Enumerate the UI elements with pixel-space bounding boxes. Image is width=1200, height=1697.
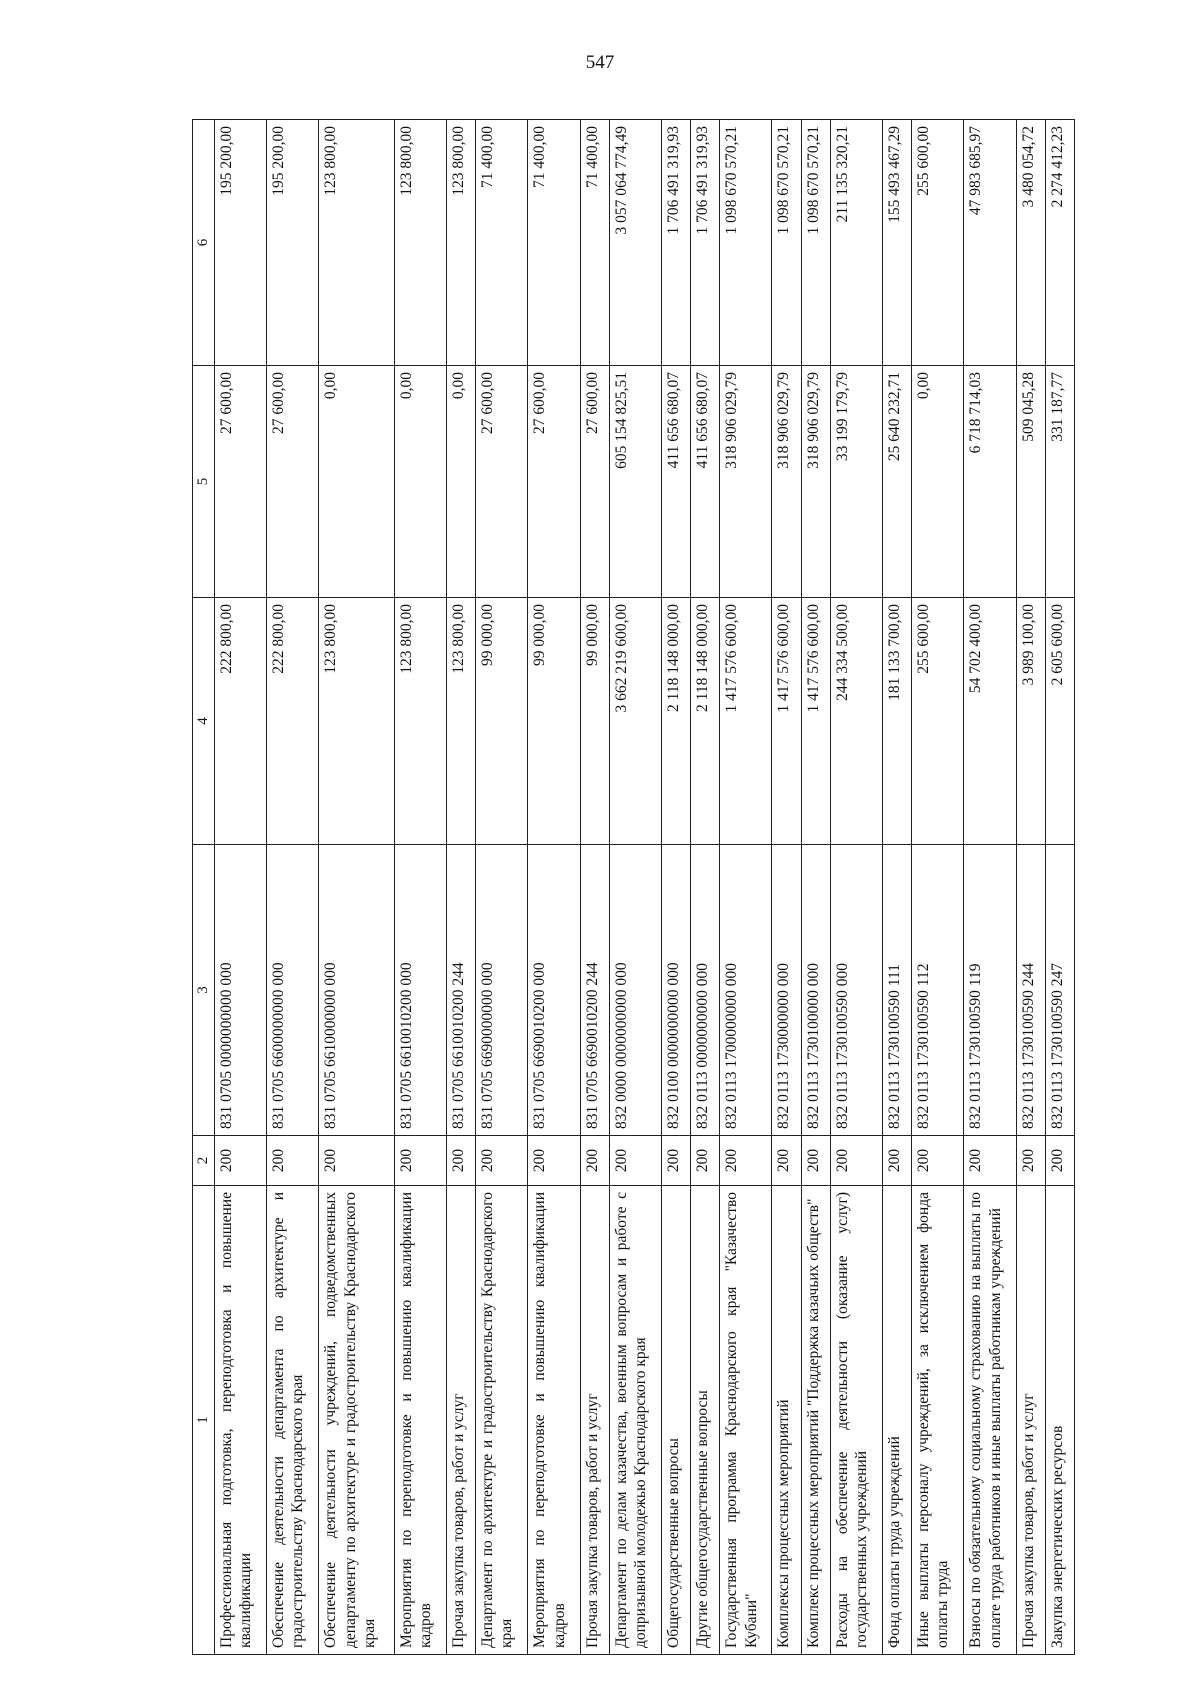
row-code: 831 0705 6610010200 244 — [446, 845, 475, 1136]
row-code: 832 0113 1730100590 000 — [830, 845, 882, 1136]
row-code: 831 0705 6690010200 000 — [528, 845, 580, 1136]
table-row — [912, 120, 964, 1655]
row-col2: 200 — [446, 1136, 475, 1186]
row-col2: 200 — [830, 1136, 882, 1186]
row-amount-6: 1 098 670 570,21 — [720, 120, 772, 366]
row-col2: 200 — [476, 1136, 528, 1186]
table-row — [214, 120, 266, 1655]
table-row — [691, 120, 720, 1655]
row-col2: 200 — [528, 1136, 580, 1186]
row-col2: 200 — [1045, 1136, 1074, 1186]
budget-table — [192, 119, 1075, 1655]
row-amount-4: 99 000,00 — [476, 598, 528, 845]
header-col-5: 5 — [193, 366, 215, 598]
row-amount-6: 1 098 670 570,21 — [801, 120, 830, 366]
row-amount-5: 0,00 — [319, 366, 394, 598]
row-amount-5: 27 600,00 — [476, 366, 528, 598]
row-amount-5: 0,00 — [394, 366, 446, 598]
row-code: 832 0000 0000000000 000 — [609, 845, 661, 1136]
row-code: 831 0705 6610010200 000 — [394, 845, 446, 1136]
row-amount-6: 71 400,00 — [476, 120, 528, 366]
row-amount-6: 3 480 054,72 — [1016, 120, 1045, 366]
table-row — [319, 120, 394, 1655]
row-name: Общегосударственные вопросы — [661, 1186, 690, 1655]
row-amount-5: 509 045,28 — [1016, 366, 1045, 598]
table-row — [1016, 120, 1045, 1655]
row-col2: 200 — [720, 1136, 772, 1186]
row-code: 832 0113 1700000000 000 — [720, 845, 772, 1136]
budget-table-container — [192, 120, 1075, 1655]
row-col2: 200 — [691, 1136, 720, 1186]
row-amount-4: 3 662 219 600,00 — [609, 598, 661, 845]
table-header — [193, 120, 215, 1655]
row-code: 831 0705 6690010200 244 — [580, 845, 609, 1136]
row-name: Расходы на обеспечение деятельности (оказание услуг) государственных учреждений — [830, 1186, 882, 1655]
row-code: 832 0113 1730100590 247 — [1045, 845, 1074, 1136]
header-col-2: 2 — [193, 1136, 215, 1186]
row-amount-5: 411 656 680,07 — [661, 366, 690, 598]
row-col2: 200 — [214, 1136, 266, 1186]
table-row — [830, 120, 882, 1655]
row-amount-4: 123 800,00 — [319, 598, 394, 845]
row-amount-6: 123 800,00 — [446, 120, 475, 366]
table-row — [446, 120, 475, 1655]
row-amount-6: 3 057 064 774,49 — [609, 120, 661, 366]
row-amount-6: 71 400,00 — [528, 120, 580, 366]
header-row — [193, 120, 215, 1655]
row-amount-4: 1 417 576 600,00 — [772, 598, 801, 845]
row-name: Обеспечение деятельности учреждений, подведомственных департаменту по архитектуре и градостроительству Краснодарского края — [319, 1186, 394, 1655]
row-amount-6: 195 200,00 — [214, 120, 266, 366]
table-row — [267, 120, 319, 1655]
row-amount-5: 25 640 232,71 — [882, 366, 911, 598]
row-name: Закупка энергетических ресурсов — [1045, 1186, 1074, 1655]
row-amount-4: 54 702 400,00 — [964, 598, 1016, 845]
row-amount-6: 71 400,00 — [580, 120, 609, 366]
table-row — [772, 120, 801, 1655]
row-name: Департамент по делам казачества, военным вопросам и работе с допризывной молодежью Краснодарского края — [609, 1186, 661, 1655]
table-row — [528, 120, 580, 1655]
table-row — [661, 120, 690, 1655]
row-amount-4: 1 417 576 600,00 — [801, 598, 830, 845]
row-amount-4: 2 605 600,00 — [1045, 598, 1074, 845]
row-name: Другие общегосударственные вопросы — [691, 1186, 720, 1655]
table-row — [964, 120, 1016, 1655]
row-col2: 200 — [661, 1136, 690, 1186]
row-amount-4: 244 334 500,00 — [830, 598, 882, 845]
row-amount-5: 318 906 029,79 — [720, 366, 772, 598]
row-col2: 200 — [580, 1136, 609, 1186]
row-name: Комплексы процессных мероприятий — [772, 1186, 801, 1655]
row-amount-4: 1 417 576 600,00 — [720, 598, 772, 845]
row-col2: 200 — [801, 1136, 830, 1186]
row-col2: 200 — [772, 1136, 801, 1186]
row-code: 832 0113 1730100590 112 — [912, 845, 964, 1136]
row-amount-4: 2 118 148 000,00 — [691, 598, 720, 845]
row-amount-5: 27 600,00 — [267, 366, 319, 598]
row-amount-6: 47 983 685,97 — [964, 120, 1016, 366]
row-amount-4: 181 133 700,00 — [882, 598, 911, 845]
row-amount-5: 318 906 029,79 — [772, 366, 801, 598]
table-row — [882, 120, 911, 1655]
table-row — [1045, 120, 1074, 1655]
row-code: 831 0705 0000000000 000 — [214, 845, 266, 1136]
row-code: 831 0705 6610000000 000 — [319, 845, 394, 1136]
row-name: Государственная программа Краснодарского края "Казачество Кубани" — [720, 1186, 772, 1655]
row-amount-5: 605 154 825,51 — [609, 366, 661, 598]
row-amount-6: 1 706 491 319,93 — [691, 120, 720, 366]
header-col-3: 3 — [193, 845, 215, 1136]
row-amount-6: 211 135 320,21 — [830, 120, 882, 366]
row-amount-4: 123 800,00 — [394, 598, 446, 845]
table-row — [609, 120, 661, 1655]
row-code: 832 0113 0000000000 000 — [691, 845, 720, 1136]
row-code: 831 0705 6600000000 000 — [267, 845, 319, 1136]
table-body — [214, 120, 1074, 1655]
row-amount-4: 99 000,00 — [528, 598, 580, 845]
table-row — [394, 120, 446, 1655]
row-amount-5: 318 906 029,79 — [801, 366, 830, 598]
row-amount-6: 1 098 670 570,21 — [772, 120, 801, 366]
row-amount-5: 331 187,77 — [1045, 366, 1074, 598]
row-amount-6: 1 706 491 319,93 — [661, 120, 690, 366]
row-amount-5: 411 656 680,07 — [691, 366, 720, 598]
row-col2: 200 — [964, 1136, 1016, 1186]
row-name: Мероприятия по переподготовке и повышению квалификации кадров — [528, 1186, 580, 1655]
row-code: 832 0100 0000000000 000 — [661, 845, 690, 1136]
row-amount-6: 155 493 467,29 — [882, 120, 911, 366]
row-amount-4: 3 989 100,00 — [1016, 598, 1045, 845]
row-col2: 200 — [609, 1136, 661, 1186]
row-name: Прочая закупка товаров, работ и услуг — [446, 1186, 475, 1655]
row-amount-4: 255 600,00 — [912, 598, 964, 845]
row-amount-6: 195 200,00 — [267, 120, 319, 366]
row-col2: 200 — [882, 1136, 911, 1186]
table-row — [476, 120, 528, 1655]
header-col-4: 4 — [193, 598, 215, 845]
page-number: 547 — [585, 52, 615, 73]
row-amount-5: 6 718 714,03 — [964, 366, 1016, 598]
row-code: 832 0113 1730100590 119 — [964, 845, 1016, 1136]
row-amount-6: 123 800,00 — [394, 120, 446, 366]
row-col2: 200 — [319, 1136, 394, 1186]
row-amount-6: 255 600,00 — [912, 120, 964, 366]
row-amount-5: 0,00 — [446, 366, 475, 598]
row-name: Профессиональная подготовка, переподготовка и повышение квалификации — [214, 1186, 266, 1655]
row-amount-5: 27 600,00 — [214, 366, 266, 598]
row-name: Мероприятия по переподготовке и повышению квалификации кадров — [394, 1186, 446, 1655]
table-row — [801, 120, 830, 1655]
row-name: Прочая закупка товаров, работ и услуг — [1016, 1186, 1045, 1655]
row-amount-5: 0,00 — [912, 366, 964, 598]
row-amount-6: 2 274 412,23 — [1045, 120, 1074, 366]
row-name: Комплекс процессных мероприятий "Поддержка казачьих обществ" — [801, 1186, 830, 1655]
row-amount-5: 27 600,00 — [580, 366, 609, 598]
row-amount-4: 123 800,00 — [446, 598, 475, 845]
row-amount-6: 123 800,00 — [319, 120, 394, 366]
row-name: Обеспечение деятельности департамента по архитектуре и градостроительству Краснодарского края — [267, 1186, 319, 1655]
row-name: Департамент по архитектуре и градостроительству Краснодарского края — [476, 1186, 528, 1655]
row-name: Иные выплаты персоналу учреждений, за исключением фонда оплаты труда — [912, 1186, 964, 1655]
header-col-1: 1 — [193, 1186, 215, 1655]
row-amount-4: 222 800,00 — [214, 598, 266, 845]
row-name: Прочая закупка товаров, работ и услуг — [580, 1186, 609, 1655]
row-amount-4: 222 800,00 — [267, 598, 319, 845]
header-col-6: 6 — [193, 120, 215, 366]
row-amount-4: 99 000,00 — [580, 598, 609, 845]
row-col2: 200 — [394, 1136, 446, 1186]
row-col2: 200 — [267, 1136, 319, 1186]
row-code: 832 0113 1730100590 244 — [1016, 845, 1045, 1136]
row-amount-5: 33 199 179,79 — [830, 366, 882, 598]
row-code: 832 0113 1730000000 000 — [772, 845, 801, 1136]
row-code: 832 0113 1730100590 111 — [882, 845, 911, 1136]
table-row — [580, 120, 609, 1655]
row-code: 831 0705 6690000000 000 — [476, 845, 528, 1136]
row-code: 832 0113 1730100000 000 — [801, 845, 830, 1136]
row-amount-4: 2 118 148 000,00 — [661, 598, 690, 845]
row-col2: 200 — [912, 1136, 964, 1186]
table-row — [720, 120, 772, 1655]
row-col2: 200 — [1016, 1136, 1045, 1186]
row-name: Взносы по обязательному социальному страхованию на выплаты по оплате труда работников и иные выплаты работникам учреждений — [964, 1186, 1016, 1655]
row-name: Фонд оплаты труда учреждений — [882, 1186, 911, 1655]
row-amount-5: 27 600,00 — [528, 366, 580, 598]
